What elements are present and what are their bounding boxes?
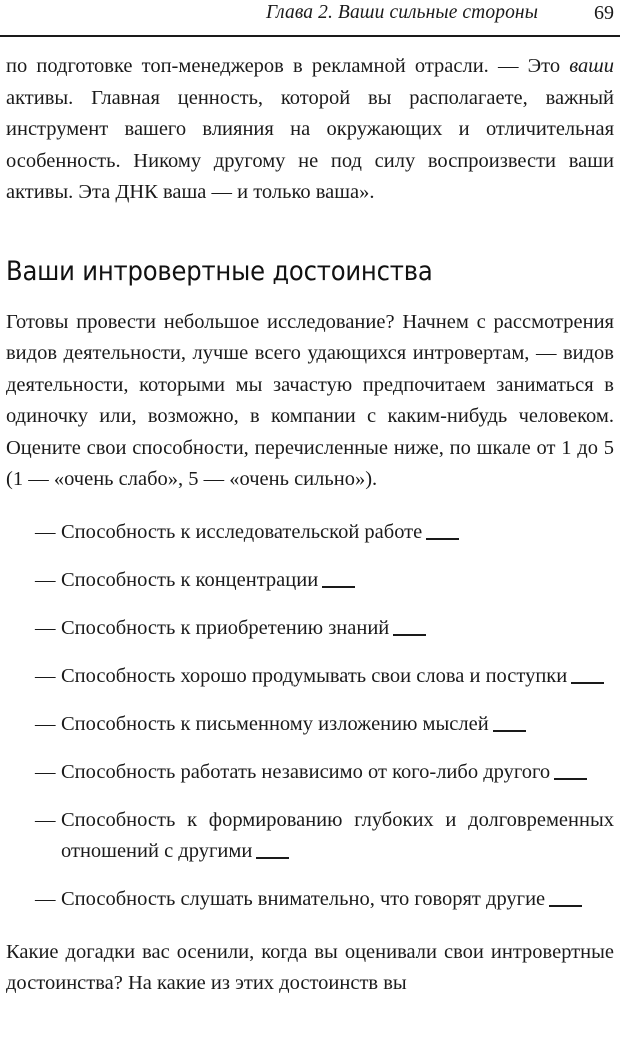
list-item <box>6 565 614 596</box>
em-dash-bullet-icon: — <box>35 520 56 543</box>
closing-paragraph: Какие догадки вас осенили, когда вы оценивали свои интровертные достоинства? На какие из этих достоинств вы <box>6 940 614 994</box>
em-dash-bullet-icon: — <box>35 664 56 687</box>
page-number: 69 <box>594 2 614 24</box>
list-item <box>6 517 614 548</box>
em-dash-bullet-icon: — <box>35 808 56 831</box>
rating-blank-field[interactable] <box>322 586 355 588</box>
opening-paragraph-text-after-italic: активы. Главная ценность, которой вы располагаете, важный инструмент вашего влияния на окружающих и отличительная особенность. Никому другому не под силу воспроизвести ваши активы. Эта ДНК ваша — и только ваша». <box>6 86 614 203</box>
section-heading: Ваши интровертные достоинства <box>6 255 433 287</box>
list-item-label: Способность к приобретению знаний <box>61 616 390 639</box>
list-item <box>6 613 614 644</box>
running-header-title: Глава 2. Ваши сильные стороны <box>266 2 538 23</box>
opening-paragraph-block <box>6 37 614 209</box>
list-item-label: Способность к формированию глубоких и долговременных отношений с другими <box>61 808 614 862</box>
list-item-label: Способность слушать внимательно, что говорят другие <box>61 887 546 910</box>
em-dash-bullet-icon: — <box>35 712 56 735</box>
list-item-label: Способность к исследовательской работе <box>61 520 423 543</box>
list-item-label: Способность к письменному изложению мыслей <box>61 712 489 735</box>
rating-blank-field[interactable] <box>554 778 587 780</box>
rating-blank-field[interactable] <box>549 905 582 907</box>
list-item <box>6 757 614 788</box>
list-item <box>6 709 614 740</box>
em-dash-bullet-icon: — <box>35 760 56 783</box>
rating-blank-field[interactable] <box>493 730 526 732</box>
list-item <box>6 884 614 915</box>
rating-blank-field[interactable] <box>256 857 289 859</box>
rating-blank-field[interactable] <box>571 682 604 684</box>
rating-blank-field[interactable] <box>393 634 426 636</box>
closing-paragraph-block <box>6 915 614 1000</box>
opening-paragraph-text-before-italic: по подготовке топ-менеджеров в рекламной отрасли. — Это <box>6 55 570 77</box>
rating-blank-field[interactable] <box>426 538 459 540</box>
list-item-label: Способность работать независимо от кого-либо другого <box>61 760 551 783</box>
list-item <box>6 805 614 867</box>
list-item <box>6 661 614 692</box>
em-dash-bullet-icon: — <box>35 887 56 910</box>
section-intro-paragraph: Готовы провести небольшое исследование? Начнем с рассмотрения видов деятельности, лучше всего удающихся интровертам, — видов деятельности, которыми мы зачастую предпочитаем заниматься в одиночку или, возможно, в компании с каким-нибудь человеком. Оцените свои способности, перечисленные ниже, по шкале от 1 до 5 (1 — «очень слабо», 5 — «очень сильно»). <box>6 310 614 490</box>
em-dash-bullet-icon: — <box>35 616 56 639</box>
assessment-list <box>6 496 614 915</box>
opening-paragraph <box>6 51 614 209</box>
opening-paragraph-italic-word: ваши <box>569 55 614 77</box>
list-item-label: Способность к концентрации <box>61 568 319 591</box>
em-dash-bullet-icon: — <box>35 568 56 591</box>
list-item-label: Способность хорошо продумывать свои слова и поступки <box>61 664 568 687</box>
running-header <box>6 0 614 35</box>
